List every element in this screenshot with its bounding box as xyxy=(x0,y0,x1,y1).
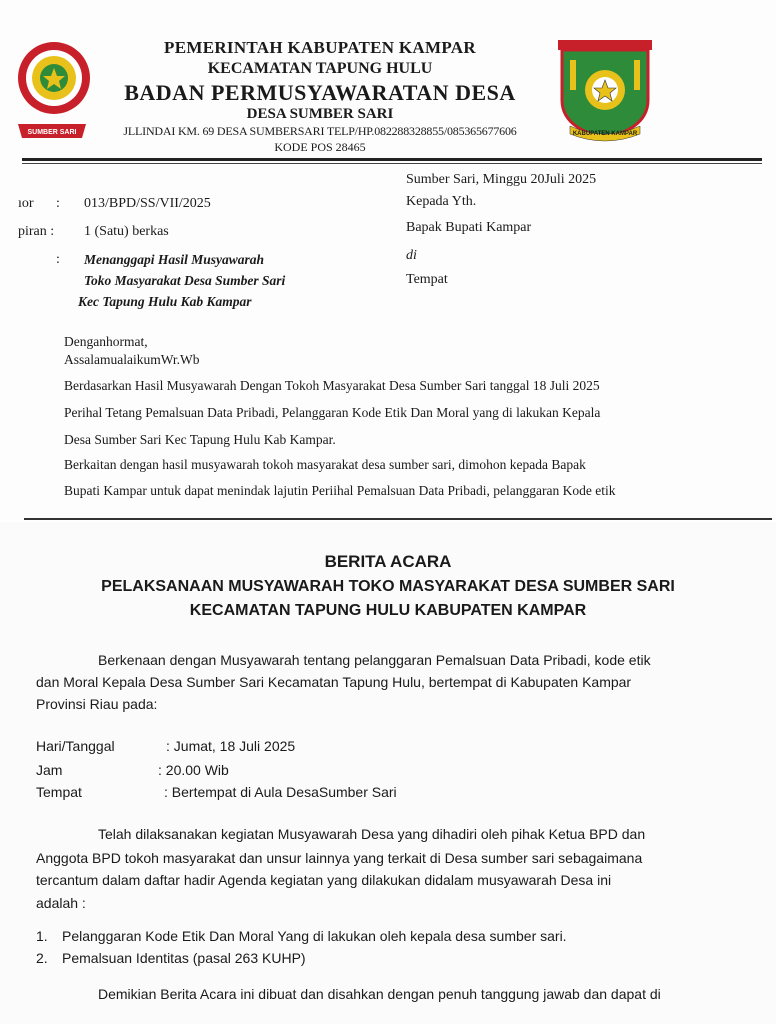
detail-label-hari: Hari/Tanggal xyxy=(36,738,115,754)
perihal-line-3: Kec Tapung Hulu Kab Kampar xyxy=(78,294,252,309)
header-postcode: KODE POS 28465 xyxy=(274,140,366,154)
list-item-1-number: 1. xyxy=(36,928,48,944)
paragraph-2-line-3: tercantum dalam daftar hadir Agenda kegiatan yang dilakukan didalam musyawarah Desa ini xyxy=(36,872,612,888)
left-logo-text: SUMBER SARI xyxy=(27,129,77,136)
greeting-line-2: AssalamualaikumWr.Wb xyxy=(64,352,200,367)
detail-value-hari: : Jumat, 18 Juli 2025 xyxy=(166,738,296,754)
header-line-1: PEMERINTAH KABUPATEN KAMPAR xyxy=(164,38,476,57)
recipient-tempat: Tempat xyxy=(406,272,448,287)
detail-label-tempat: Tempat xyxy=(36,784,82,800)
list-item-2-number: 2. xyxy=(36,950,48,966)
perihal-colon: : xyxy=(56,252,60,267)
greeting-line-1: Denganhormat, xyxy=(64,334,148,349)
body-paragraph-1-line-2: Perihal Tetang Pemalsuan Data Pribadi, Pelanggaran Kode Etik Dan Moral yang di lakukan Kepala xyxy=(64,405,601,420)
nomor-colon: : xyxy=(56,196,60,211)
header-divider-thick xyxy=(22,158,762,161)
header-address: JLLINDAI KM. 69 DESA SUMBERSARI TELP/HP.082288328855/085365677606 xyxy=(123,124,517,138)
detail-value-tempat: : Bertempat di Aula DesaSumber Sari xyxy=(164,784,397,800)
berita-acara-title: BERITA ACARA xyxy=(324,552,452,571)
kabupaten-kampar-logo-icon xyxy=(556,38,654,142)
perihal-line-2: Toko Masyarakat Desa Sumber Sari xyxy=(84,273,286,288)
paragraph-2-line-2: Anggota BPD tokoh masyarakat dan unsur lainnya yang terkait di Desa sumber sari sebagaimana xyxy=(36,850,643,866)
intro-line-2: dan Moral Kepala Desa Sumber Sari Kecamatan Tapung Hulu, bertempat di Kabupaten Kampar xyxy=(36,674,632,690)
nomor-label: ıor xyxy=(18,196,34,211)
paragraph-2-line-1: Telah dilaksanakan kegiatan Musyawarah Desa yang dihadiri oleh pihak Ketua BPD dan xyxy=(98,826,646,842)
recipient-name: Bapak Bupati Kampar xyxy=(406,220,532,235)
section-divider-thick xyxy=(24,518,772,520)
header-divider-thin xyxy=(22,163,762,164)
body-paragraph-2-line-1: Berkaitan dengan hasil musyawarah tokoh masyarakat desa sumber sari, dimohon kepada Bapak xyxy=(64,457,586,472)
paragraph-2-line-4: adalah : xyxy=(36,895,86,911)
berita-acara-subtitle-1: PELAKSANAAN MUSYAWARAH TOKO MASYARAKAT DESA SUMBER SARI xyxy=(101,578,675,595)
perihal-line-1: Menanggapi Hasil Musyawarah xyxy=(84,252,265,267)
right-logo-text: KABUPATEN KAMPAR xyxy=(572,131,638,137)
nomor-value: 013/BPD/SS/VII/2025 xyxy=(84,196,211,211)
kepada-yth: Kepada Yth. xyxy=(406,194,477,209)
closing-line: Demikian Berita Acara ini dibuat dan disahkan dengan penuh tanggung jawab dan dapat di xyxy=(98,986,661,1002)
header-line-3: BADAN PERMUSYAWARATAN DESA xyxy=(124,80,516,105)
lampiran-label: piran : xyxy=(18,224,55,239)
body-paragraph-1-line-1: Berdasarkan Hasil Musyawarah Dengan Tokoh Masyarakat Desa Sumber Sari tanggal 18 Juli 2025 xyxy=(64,378,600,393)
berita-acara-subtitle-2: KECAMATAN TAPUNG HULU KABUPATEN KAMPAR xyxy=(189,602,587,619)
letter-date: Sumber Sari, Minggu 20Juli 2025 xyxy=(406,172,597,187)
bpd-logo-icon xyxy=(14,30,90,150)
body-paragraph-1-line-3: Desa Sumber Sari Kec Tapung Hulu Kab Kampar. xyxy=(64,432,336,447)
intro-line-1: Berkenaan dengan Musyawarah tentang pelanggaran Pemalsuan Data Pribadi, kode etik xyxy=(98,652,651,668)
header-line-2: KECAMATAN TAPUNG HULU xyxy=(207,60,433,77)
recipient-di: di xyxy=(406,248,417,263)
detail-label-jam: Jam xyxy=(36,762,63,778)
list-item-1-text: Pelanggaran Kode Etik Dan Moral Yang di lakukan oleh kepala desa sumber sari. xyxy=(62,928,567,944)
detail-value-jam: : 20.00 Wib xyxy=(158,762,229,778)
body-paragraph-2-line-2: Bupati Kampar untuk dapat menindak lajutin Periihal Pemalsuan Data Pribadi, pelanggaran Kode etik xyxy=(64,483,616,498)
lampiran-value: 1 (Satu) berkas xyxy=(84,224,169,239)
header-line-4: DESA SUMBER SARI xyxy=(246,106,394,122)
list-item-2-text: Pemalsuan Identitas (pasal 263 KUHP) xyxy=(62,950,306,966)
berita-acara-section xyxy=(0,522,776,1024)
intro-line-3: Provinsi Riau pada: xyxy=(36,696,158,712)
